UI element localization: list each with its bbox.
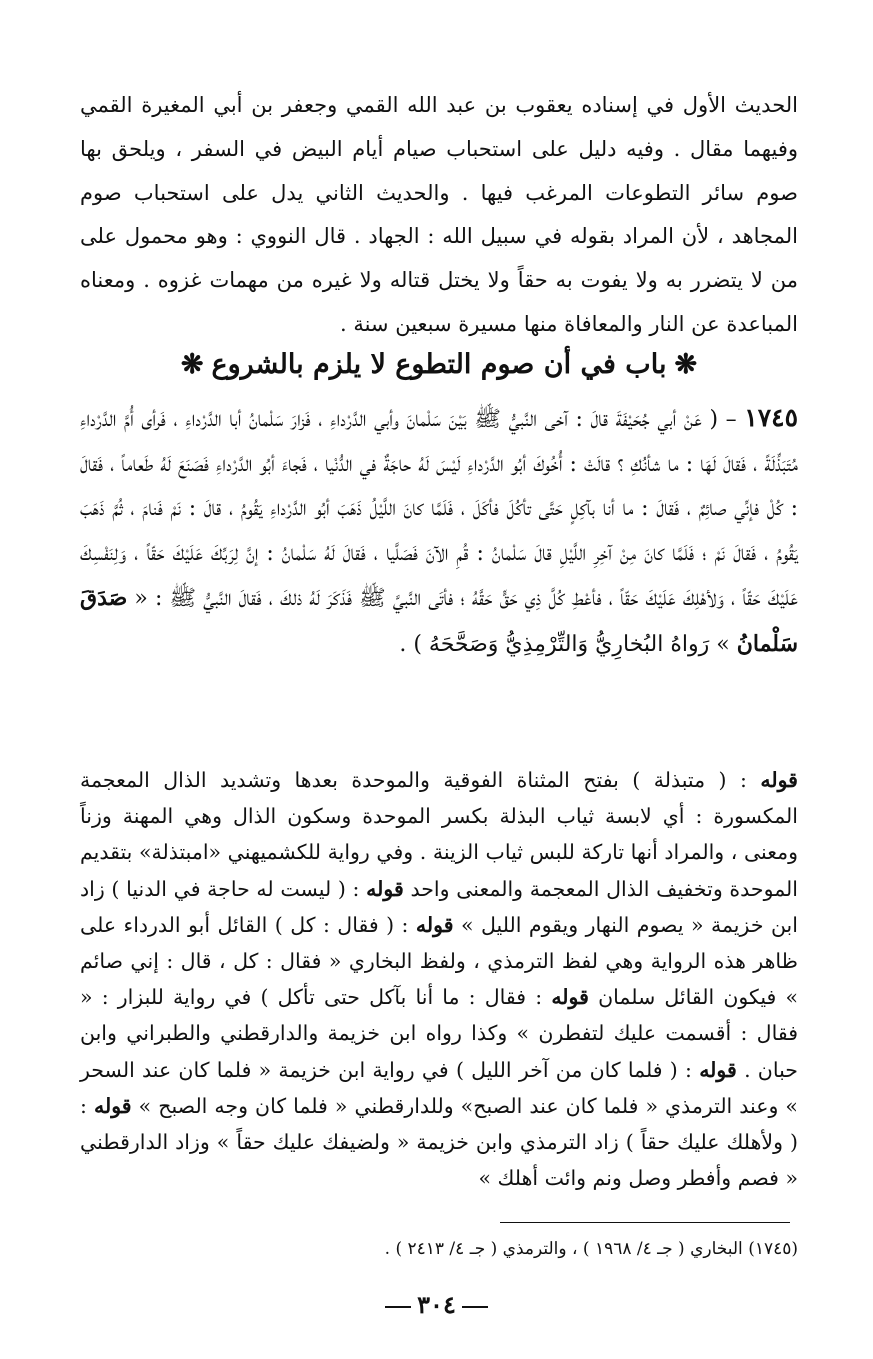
dash-ornament xyxy=(462,1306,488,1308)
chapter-heading xyxy=(80,345,798,385)
chapter-title: باب في أن صوم التطوع لا يلزم بالشروع xyxy=(211,349,667,380)
footnote: (١٧٤٥) البخاري ( جـ ٤/ ١٩٦٨ ) ، والترمذي ( جـ ٤/ ٢٤١٣ ) . xyxy=(384,1239,798,1259)
commentary-text: : فقال : ما أنا بآكل حتى تأكل ) في رواية للبزار : « فقال : أقسمت عليك لتفطرن » وكذا رواه ابن خزيمة والدارقطني والطبراني وابن حبان . xyxy=(80,985,798,1082)
keyword-qawluhu: قوله xyxy=(415,912,454,937)
star-ornament-icon: ❋ xyxy=(674,349,698,380)
commentary-text: : ( فلما كان من آخر الليل ) في رواية ابن خزيمة « فلما كان عند السحر » وعند الترمذي « فلما كان عند الصبح» وللدارقطني « فلما كان وجه الصبح » xyxy=(80,1057,798,1118)
keyword-qawluhu: قوله xyxy=(699,1057,737,1082)
hadith-text xyxy=(80,396,798,668)
star-ornament-icon: ❋ xyxy=(180,349,204,380)
hadith-body: – ( عَنْ أبي جُحَيْفَةَ قالَ : آخى النَّبيُّ ﷺ بَيْنَ سَلْمانَ وأبي الدَّرْداءِ ، فَزارَ سَلْمانُ أبا الدَّرْداءِ ، فَرأى أُمَّ الدَّرْداءِ مُتَبَذِّلَةً ، فَقالَ لَهَا : ما شأنُكِ ؟ قالَتْ : أُخُوكَ أبُو الدَّرْداءِ لَيْسَ لَهُ حاجَةٌ في الدُّنْيا ، فَجاءَ أبُو الدَّرْداءِ فَصَنَعَ لَهُ طَعاماً ، فَقالَ : كُلْ فإنِّي صائِمٌ ، فَقالَ : ما أنا بآكِلٍ حَتَّى تأكُلَ فأكَلَ ، فَلَمَّا كانَ اللَّيْلُ ذَهَبَ أبُو الدَّرْداءِ يَقُومُ ، قالَ : نَمْ فَنامَ ، ثُمَّ ذَهَبَ يَقُومُ ، فَقالَ نَمْ ؛ فَلَمَّا كانَ مِنْ آخِرِ اللَّيْلِ قالَ سَلْمانُ : قُمِ الآنَ فَصَلَّيا ، فَقالَ لَهُ سَلْمانُ : إنَّ لِرَبِّكَ عَلَيْكَ حَقّاً ، وَلِنَفْسِكَ عَلَيْكَ حَقّاً ، وَلأهْلِكَ عَلَيْكَ حَقّاً ، فأعْطِ كُلَّ ذِي حَقٍّ حَقَّهُ ؛ فأتَى النَّبيَّ ﷺ فَذَكَرَ لَهُ ذلكَ ، فَقالَ النَّبيُّ ﷺ : « xyxy=(80,407,798,612)
keyword-qawluhu: قوله xyxy=(93,1093,132,1118)
commentary-text: : ( ولأهلك عليك حقاً ) زاد الترمذي وابن خزيمة « ولضيفك عليك حقاً » وزاد الدارقطني « فصم وأفطر وصل ونم وائت أهلك » xyxy=(80,1093,798,1191)
commentary-text: : ( متبذلة ) بفتح المثناة الفوقية والموحدة بعدها وتشديد الذال المعجمة المكسورة : أي لابسة ثياب البذلة بكسر الموحدة وسكون الذال وهي المهنة وزناً ومعنى ، والمراد أنها تاركة للبس ثياب الزينة . وفي رواية للكشميهني «امبتذلة» بتقديم الموحدة وتخفيف الذال المعجمة والمعنى واحد xyxy=(80,768,798,901)
hadith-number: ١٧٤٥ xyxy=(744,403,798,432)
dash-ornament xyxy=(385,1306,411,1308)
commentary-paragraph xyxy=(80,762,798,1196)
footnote-divider xyxy=(500,1222,790,1223)
hadith-source: » رَواهُ البُخارِيُّ وَالتِّرْمِذِيُّ وَصَحَّحَهُ ) . xyxy=(399,631,730,657)
intro-paragraph: الحديث الأول في إسناده يعقوب بن عبد الله القمي وجعفر بن أبي المغيرة القمي وفيهما مقال . وفيه دليل على استحباب صيام أيام البيض في السفر ، ويلحق بها صوم سائر التطوعات المرغب فيها . والحديث الثاني يدل على استحباب صوم المجاهد ، لأن المراد بقوله في سبيل الله : الجهاد . قال النووي : وهو محمول على من لا يتضرر به ولا يفوت به حقاً ولا يختل قتاله ولا غيره من مهمات غزوه . ومعناه المباعدة عن النار والمعافاة منها مسيرة سبعين سنة . xyxy=(80,93,798,336)
page-number-value: ٣٠٤ xyxy=(417,1290,456,1319)
keyword-qawluhu: قوله xyxy=(551,985,589,1010)
commentary-text: : ( فقال : كل ) القائل أبو الدرداء على ظاهر هذه الرواية وهي لفظ الترمذي ، ولفظ البخاري « فقال : كل ، قال : إني صائم » فيكون القائل سلمان xyxy=(80,912,798,1010)
keyword-qawluhu: قوله xyxy=(760,768,798,792)
commentary-text: : ( ليست له حاجة في الدنيا ) زاد ابن خزيمة « يصوم النهار ويقوم الليل » xyxy=(80,876,798,937)
hadith-bold-phrase: صَدَقَ سَلْمانُ xyxy=(80,585,798,657)
keyword-qawluhu: قوله xyxy=(366,876,404,901)
page-number xyxy=(0,1290,873,1319)
